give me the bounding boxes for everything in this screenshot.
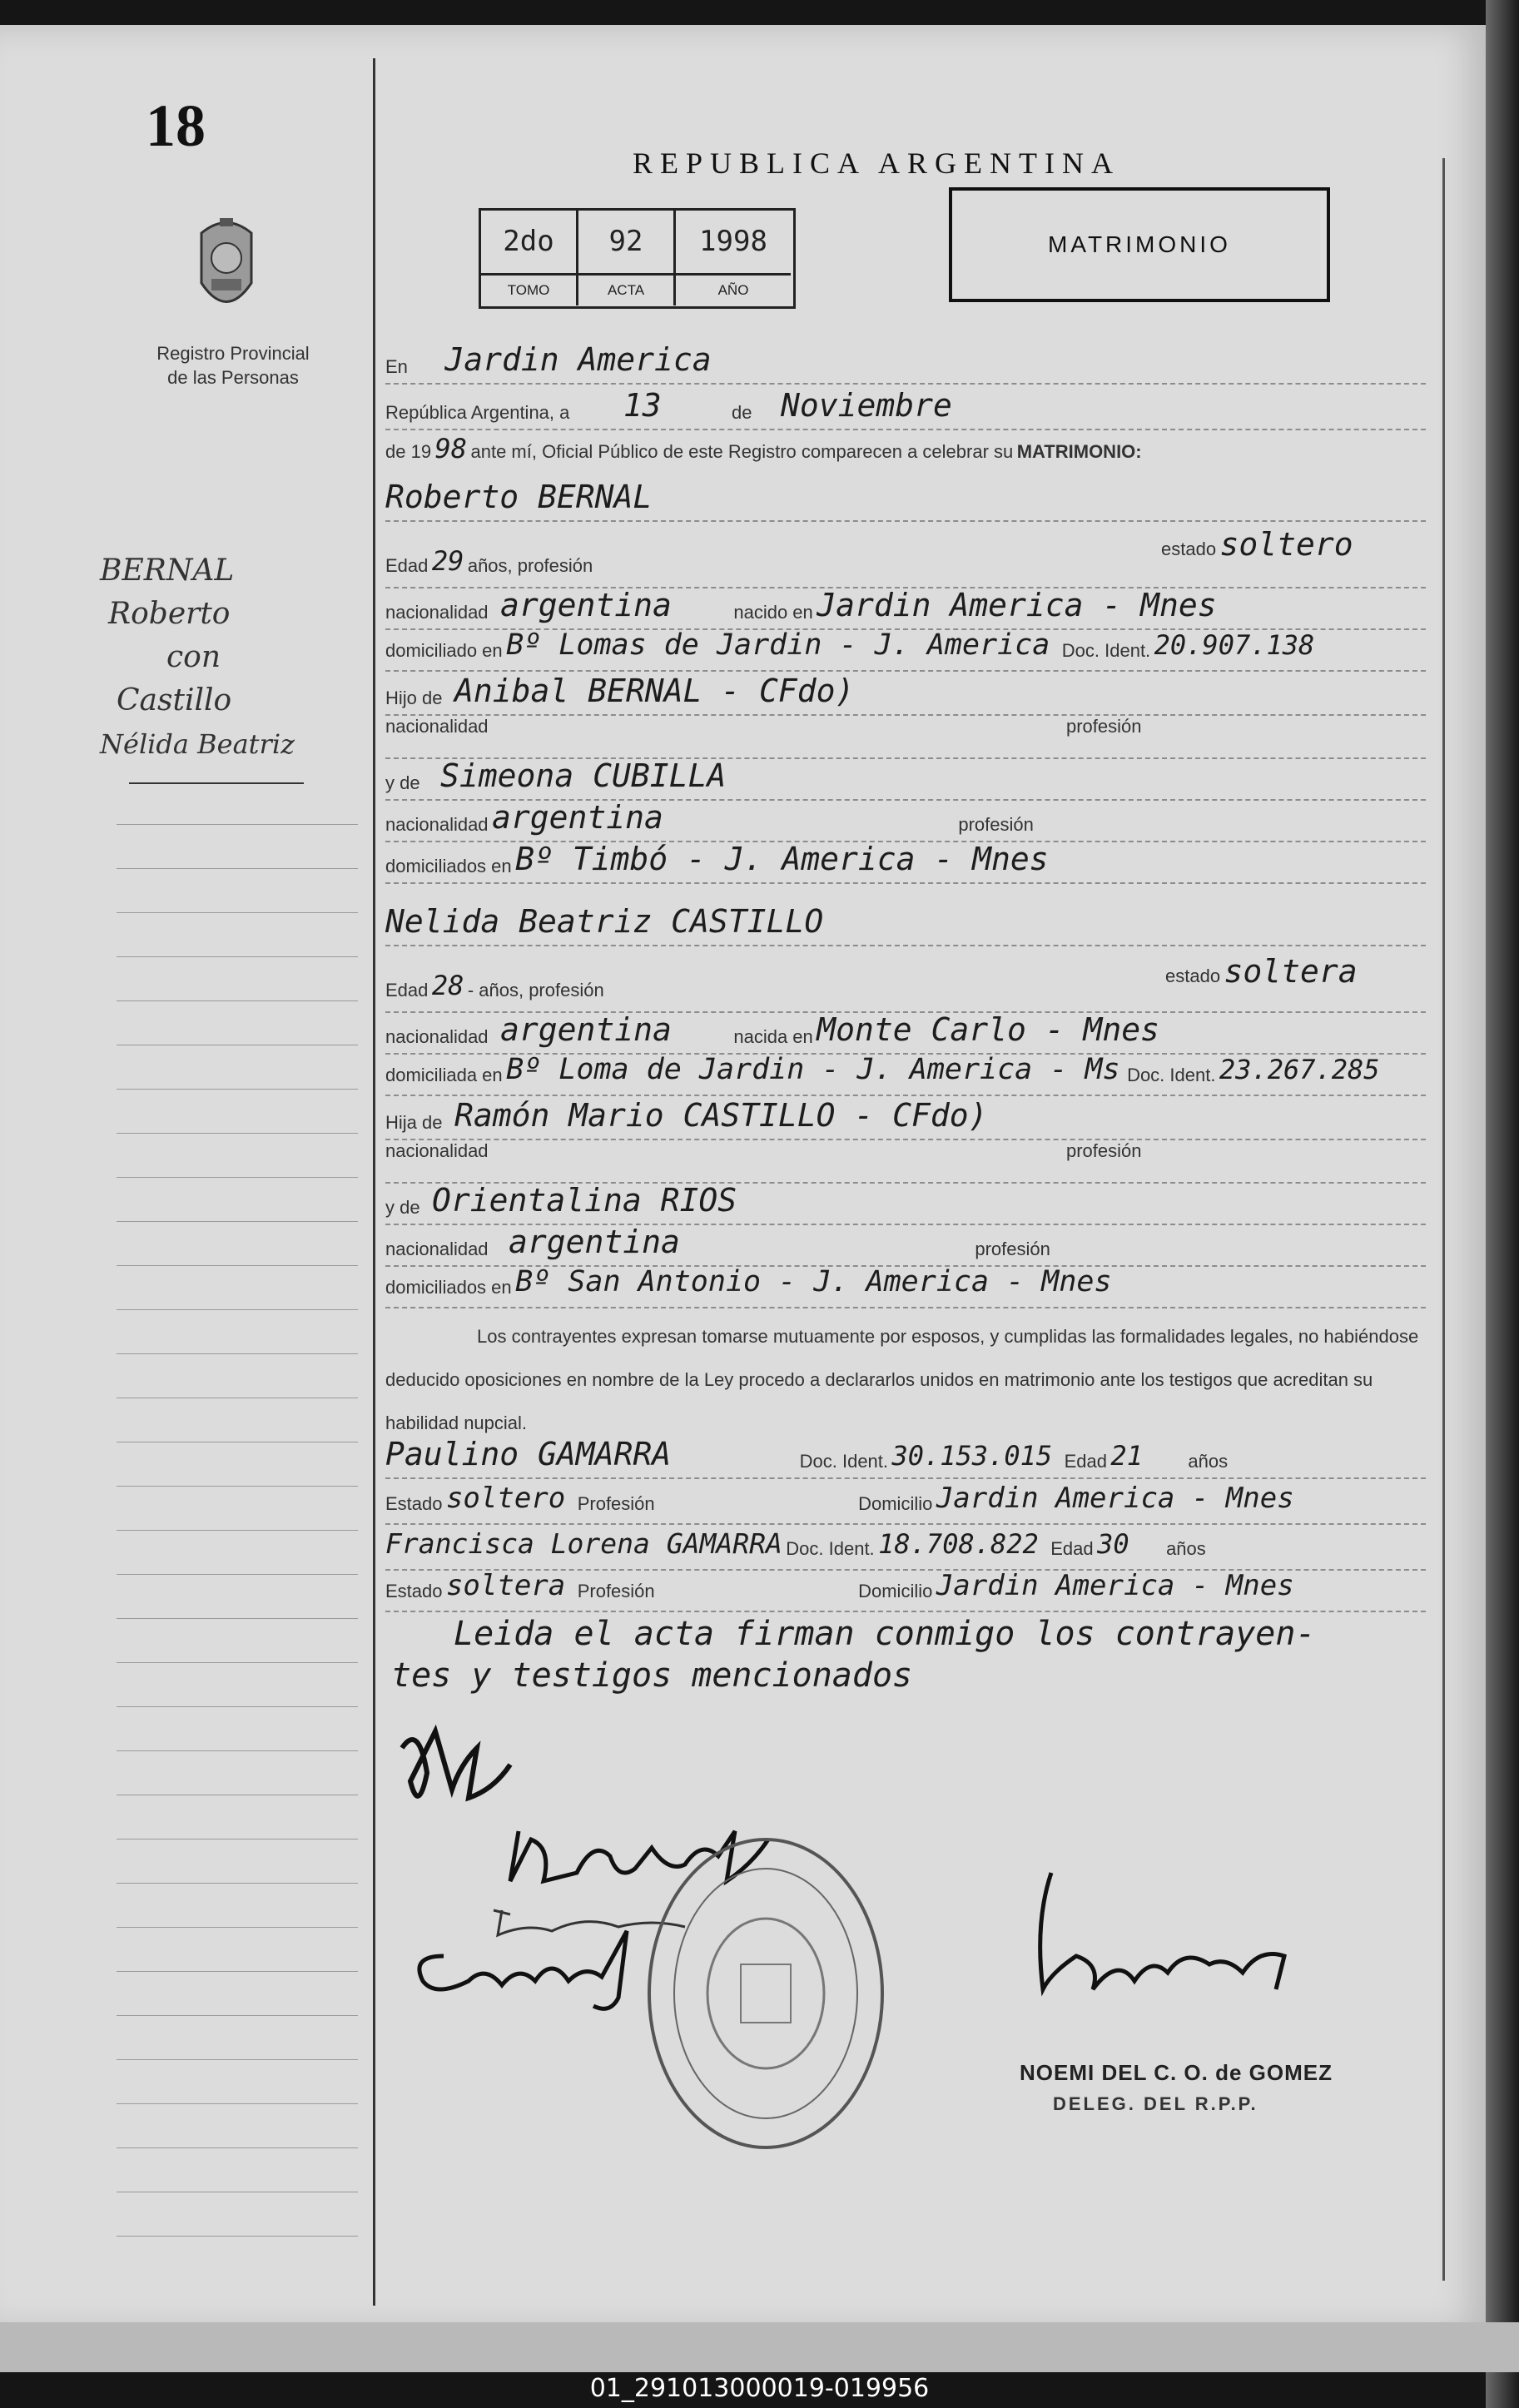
profesion-label: Profesión	[577, 1493, 655, 1514]
closing-line-2: tes y testigos mencionados	[391, 1656, 913, 1695]
witness2-address: Jardin America - Mnes	[936, 1569, 1294, 1602]
nacionalidad-label: nacionalidad	[385, 1026, 489, 1047]
profesion-label: Profesión	[577, 1581, 655, 1601]
margin-ruled-line	[117, 1177, 358, 1178]
year-line	[385, 433, 1142, 464]
nacionalidad-label: nacionalidad	[385, 716, 489, 737]
registrar-stamp-name: NOEMI DEL C. O. de GOMEZ	[1020, 2060, 1333, 2085]
margin-ruled-line	[117, 1530, 358, 1531]
witness-signature-2	[419, 1931, 627, 2008]
bride-mother-nationality-line	[385, 1224, 1426, 1267]
margin-ruled-line	[117, 912, 358, 913]
ano-value: 1998	[699, 225, 767, 258]
bride-name-line	[385, 903, 1426, 946]
margin-ruled-line	[117, 868, 358, 869]
margin-ruled-line	[117, 2147, 358, 2148]
y-de-label: y de	[385, 772, 420, 793]
bride-father: Ramón Mario CASTILLO - CFdo)	[454, 1097, 988, 1134]
witness1-name: Paulino GAMARRA	[385, 1436, 672, 1472]
en-label: En	[385, 356, 408, 377]
margin-ruled-line	[117, 2015, 358, 2016]
doc-ident-label: Doc. Ident.	[799, 1451, 889, 1472]
bride-mother-nationality: argentina	[509, 1224, 680, 1260]
day-value: 13	[623, 387, 662, 424]
estado-label: Estado	[385, 1493, 443, 1514]
official-round-stamp-icon	[641, 1831, 891, 2156]
acta-value: 92	[578, 211, 676, 273]
margin-annotation	[100, 549, 350, 766]
margin-ruled-line	[117, 1971, 358, 1972]
margin-ruled-line	[117, 1486, 358, 1487]
bride-name: Nelida Beatriz CASTILLO	[385, 903, 824, 940]
margin-ruled-line	[117, 1309, 358, 1310]
nacido-label: nacido en	[733, 602, 813, 623]
edad-label: Edad	[385, 980, 429, 1000]
witness1-address: Jardin America - Mnes	[936, 1482, 1294, 1515]
groom-signature	[402, 1731, 510, 1798]
ano-label: AÑO	[676, 273, 791, 305]
margin-ruled-line	[117, 1574, 358, 1575]
groom-father-nationality-line	[385, 716, 1426, 759]
domiciliado-label: domiciliado en	[385, 640, 503, 661]
profesion-label: profesión	[1066, 1140, 1142, 1161]
groom-name: Roberto BERNAL	[385, 479, 653, 515]
margin-note-line: Castillo	[117, 683, 232, 717]
margin-ruled-line	[117, 2236, 358, 2237]
bride-doc: 23.267.285	[1219, 1054, 1380, 1085]
bride-father-nationality-line	[385, 1140, 1426, 1184]
bride-nationality: argentina	[500, 1011, 672, 1048]
groom-mother: Simeona CUBILLA	[440, 757, 727, 794]
witness1-status: soltero	[445, 1482, 566, 1515]
nacionalidad-label: nacionalidad	[385, 814, 489, 835]
profesion-label: profesión	[975, 1239, 1050, 1259]
bride-mother: Orientalina RIOS	[432, 1182, 737, 1219]
margin-ruled-line	[117, 1618, 358, 1619]
registry-line-1: Registro Provincial	[156, 343, 310, 364]
groom-parents-address-line	[385, 841, 1426, 884]
groom-mother-nationality-line	[385, 799, 1426, 842]
margin-ruled-line	[117, 956, 358, 957]
month-value: Noviembre	[780, 387, 952, 424]
bride-father-line	[385, 1097, 1426, 1140]
witness2-status: soltera	[445, 1569, 566, 1602]
margin-ruled-line	[117, 1089, 358, 1090]
bride-mother-line	[385, 1182, 1426, 1225]
hijo-label: Hijo de	[385, 688, 443, 708]
bottom-strip	[0, 2322, 1519, 2372]
groom-birthplace: Jardin America - Mnes	[817, 587, 1217, 623]
edad-label: Edad	[385, 555, 429, 576]
witness1-doc: 30.153.015	[891, 1440, 1053, 1472]
document-type-box: MATRIMONIO	[949, 187, 1330, 302]
witness1-age: 21	[1110, 1440, 1143, 1472]
profesion-label: profesión	[958, 814, 1034, 835]
document-header: REPUBLICA ARGENTINA	[633, 146, 1121, 180]
groom-parents-address: Bº Timbó - J. America - Mnes	[515, 841, 1049, 877]
republica-label: República Argentina, a	[385, 402, 570, 423]
margin-ruled-line	[117, 1000, 358, 1001]
anos-profesion-label: años, profesión	[467, 555, 593, 576]
nacida-label: nacida en	[733, 1026, 813, 1047]
margin-ruled-line	[117, 1883, 358, 1884]
witness2-age: 30	[1097, 1528, 1129, 1560]
acta-label: ACTA	[578, 273, 676, 305]
edad-label: Edad	[1050, 1538, 1094, 1559]
groom-doc: 20.907.138	[1154, 629, 1315, 661]
bride-age: 28	[431, 970, 464, 1001]
tomo-label: TOMO	[481, 273, 578, 305]
bride-parents-address: Bº San Antonio - J. America - Mnes	[515, 1265, 1112, 1298]
witness1-details-line	[385, 1482, 1426, 1525]
margin-ruled-line	[117, 1839, 358, 1840]
groom-father: Anibal BERNAL - CFdo)	[454, 673, 855, 709]
place-line	[385, 341, 1426, 385]
groom-status-value: soltero	[1219, 526, 1353, 563]
margin-ruled-line	[117, 1750, 358, 1751]
nacionalidad-label: nacionalidad	[385, 602, 489, 623]
nacionalidad-label: nacionalidad	[385, 1239, 489, 1259]
registrar-signature	[1040, 1873, 1284, 1989]
closing-line-1: Leida el acta firman conmigo los contrayen-	[454, 1615, 1316, 1653]
groom-nationality: argentina	[500, 587, 672, 623]
groom-nationality-line	[385, 587, 1426, 630]
registry-line-2: de las Personas	[167, 367, 299, 388]
margin-ruled-line	[117, 2103, 358, 2104]
margin-note-line: con	[166, 640, 221, 674]
image-caption: 01_291013000019-019956	[589, 2374, 930, 2403]
groom-age: 29	[431, 545, 464, 577]
groom-name-line	[385, 479, 1426, 522]
year-prefix: de 19	[385, 441, 432, 462]
bride-address: Bº Loma de Jardin - J. America - Ms	[506, 1053, 1120, 1086]
margin-ruled-line	[117, 1353, 358, 1354]
margin-ruled-line	[117, 1662, 358, 1663]
nacionalidad-label: nacionalidad	[385, 1140, 489, 1161]
date-line	[385, 387, 1426, 430]
margin-note-underline	[129, 782, 304, 784]
anos-profesion-label: - años, profesión	[467, 980, 604, 1000]
margin-ruled-line	[117, 1706, 358, 1707]
margin-ruled-line	[117, 2059, 358, 2060]
bride-status-value: soltera	[1224, 953, 1358, 990]
y-de-label: y de	[385, 1197, 420, 1218]
margin-ruled-line	[117, 824, 358, 825]
edad-label: Edad	[1064, 1451, 1107, 1472]
witness2-doc: 18.708.822	[878, 1528, 1039, 1560]
tomo-value: 2do	[481, 211, 578, 273]
domicilio-label: Domicilio	[858, 1581, 933, 1601]
domicilio-label: Domicilio	[858, 1493, 933, 1514]
groom-father-line	[385, 673, 1426, 716]
bride-birthplace: Monte Carlo - Mnes	[817, 1011, 1160, 1048]
matrimonio-word: MATRIMONIO:	[1016, 441, 1142, 462]
domiciliada-label: domiciliada en	[385, 1065, 503, 1085]
doc-ident-label: Doc. Ident.	[1061, 640, 1151, 661]
margin-ruled-line	[117, 1221, 358, 1222]
margin-ruled-line	[117, 1265, 358, 1266]
groom-mother-nationality: argentina	[492, 799, 663, 836]
margin-ruled-line	[117, 1133, 358, 1134]
margin-note-line: Roberto	[108, 597, 231, 631]
groom-address-line	[385, 628, 1426, 672]
groom-mother-line	[385, 757, 1426, 801]
registrar-stamp-role: DELEG. DEL R.P.P.	[1053, 2093, 1258, 2114]
folio-number: 18	[146, 92, 206, 159]
hija-label: Hija de	[385, 1112, 443, 1133]
declaration-paragraph: Los contrayentes expresan tomarse mutuamente por esposos, y cumplidas las formalidades legales, no habiéndose deducido oposiciones en nombre de la Ley procedo a declararlos unidos en matrimonio ante los testigos que acreditan su habilidad nupcial.	[385, 1326, 1419, 1433]
margin-note-line: Nélida Beatriz	[100, 728, 295, 760]
bride-status	[1165, 953, 1358, 990]
place-value: Jardin America	[444, 341, 712, 378]
groom-address: Bº Lomas de Jardin - J. America	[506, 628, 1050, 662]
registry-name	[133, 341, 333, 390]
estado-label: estado	[1161, 539, 1217, 559]
de-label: de	[732, 402, 752, 423]
groom-status	[1161, 526, 1353, 563]
bride-address-line	[385, 1053, 1426, 1096]
witness2-details-line	[385, 1569, 1426, 1612]
doc-ident-label: Doc. Ident.	[1127, 1065, 1216, 1085]
witness2-name: Francisca Lorena GAMARRA	[385, 1527, 782, 1560]
page-edge-shadow	[1486, 0, 1519, 2408]
anos-label: años	[1188, 1451, 1229, 1472]
year-digits: 98	[434, 433, 468, 464]
book-reference-table	[479, 208, 796, 309]
doc-ident-label: Doc. Ident.	[786, 1538, 875, 1559]
year-suffix: ante mí, Oficial Público de este Registro comparecen a celebrar su	[470, 441, 1014, 462]
domiciliados-label: domiciliados en	[385, 856, 512, 876]
province-coat-of-arms-icon	[185, 208, 268, 325]
profesion-label: profesión	[1066, 716, 1142, 737]
margin-ruled-line	[117, 1927, 358, 1928]
witness2-line	[385, 1527, 1426, 1571]
bride-nationality-line	[385, 1011, 1426, 1055]
margin-note-line: BERNAL	[100, 554, 235, 588]
bride-parents-address-line	[385, 1265, 1426, 1308]
anos-label: años	[1166, 1538, 1206, 1559]
signatures-area	[385, 1715, 1426, 2214]
witness1-line	[385, 1436, 1426, 1479]
estado-label: Estado	[385, 1581, 443, 1601]
estado-label: estado	[1165, 966, 1221, 986]
right-rule	[1442, 158, 1445, 2281]
domiciliados-label: domiciliados en	[385, 1277, 512, 1298]
margin-rule	[373, 58, 375, 2306]
